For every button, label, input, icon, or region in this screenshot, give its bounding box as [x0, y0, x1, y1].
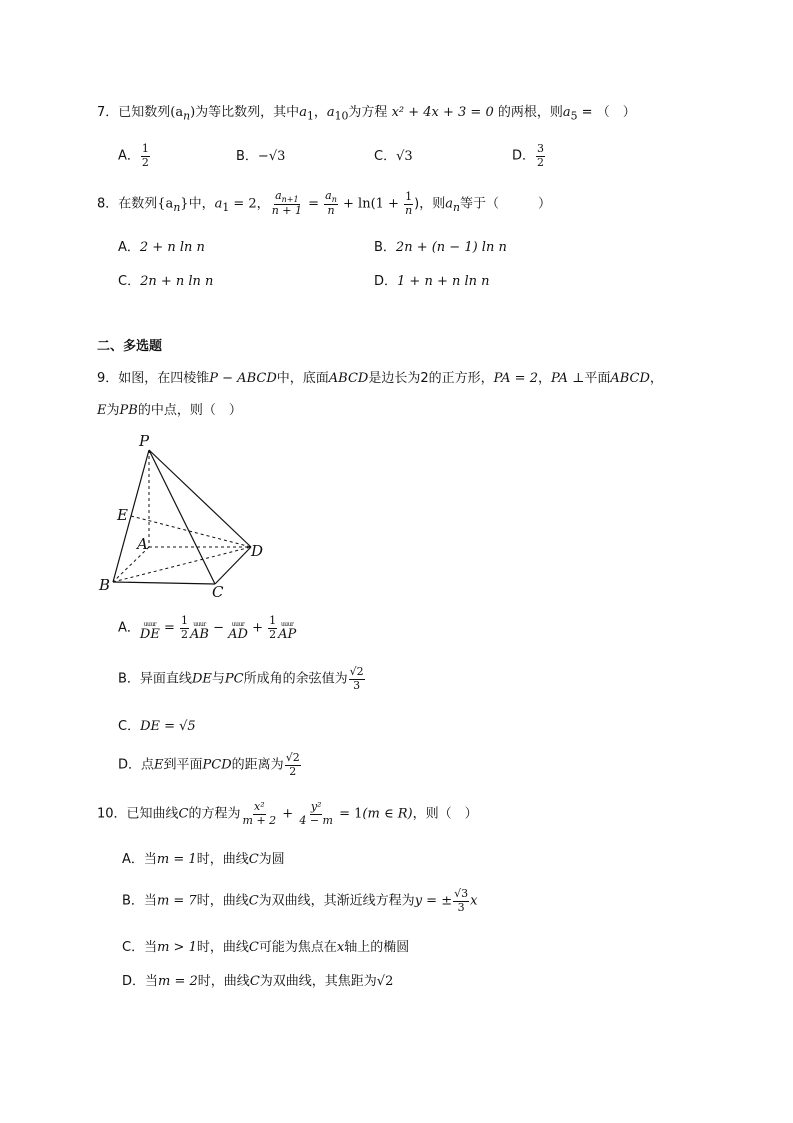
q7-equation: x² + 4x + 3 = 0 — [391, 105, 494, 120]
q7-seq: $(a_n)$ — [170, 105, 196, 123]
pyramid-figure — [95, 432, 275, 602]
q7-option-a[interactable]: A． $\frac{1}{2}$ — [118, 142, 149, 169]
q10-option-d[interactable]: D．当m = 2时，曲线C为双曲线，其焦距为√2 — [122, 974, 394, 989]
q10-option-a[interactable]: A．当m = 1时，曲线C为圆 — [122, 852, 285, 867]
q9-stem-line1: 9．如图，在四棱锥P − ABCD中，底面ABCD是边长为2的正方形，PA = 2，PA ⊥平面ABCD， — [97, 371, 663, 386]
edge-BD — [113, 547, 251, 582]
edge-PD — [149, 450, 251, 547]
q9-option-c[interactable]: C．DE = √5 — [118, 719, 196, 734]
label-C: C — [212, 583, 224, 601]
q9-option-d[interactable]: D．点E到平面PCD的距离为 $\frac{√2}{2}$ — [118, 751, 300, 778]
label-B: B — [99, 576, 111, 594]
q9-stem-line2: E为PB的中点，则（ ） — [97, 403, 242, 418]
q10-option-c[interactable]: C．当m > 1时，曲线C可能为焦点在x轴上的椭圆 — [122, 940, 410, 955]
q9-option-a[interactable]: A． uuur DE = $\frac{1}{2}$ uuur AB − uuur AD + $\frac{1}{2}$ uuur AP — [118, 614, 297, 643]
q7-option-b[interactable]: B．−√3 — [236, 149, 286, 164]
q10-stem: 10．已知曲线C的方程为 $\frac{\text{x²}}{m + 2}$ + $\frac{\text{y²}}{4 - m}$ = 1(m ∈ R)，则（ ） — [97, 800, 478, 827]
q7-option-d[interactable]: D． $\frac{3}{2}$ — [512, 142, 545, 169]
q7-stem: 7．已知数列$(a_n)$为等比数列，其中$a_1$，$a_{10}$为方程 x² + 4x + 3 = 0 的两根，则$a_5$ = （ ） — [97, 105, 636, 123]
q7-option-c[interactable]: C．√3 — [374, 149, 413, 164]
label-D: D — [251, 542, 264, 560]
edge-CD — [215, 547, 251, 584]
q8-stem: 8．在数列$\{a_n\}$中，$a_1 = 2$， $\frac{a_{n+1}}{n + 1}$ = $\frac{a_n}{n}$ + ln(1 + $\frac{1}{n}$ )，则$a_n$等于（ ） — [97, 189, 551, 218]
label-P: P — [139, 432, 150, 450]
section-title-multiple-choice: 二、多选题 — [97, 339, 163, 354]
label-E: E — [117, 506, 128, 524]
q8-option-d[interactable]: D．1 + n + n ln n — [374, 274, 490, 289]
q8-option-b[interactable]: B．2n + (n − 1) ln n — [374, 240, 507, 255]
q8-option-a[interactable]: A．2 + n ln n — [118, 240, 205, 255]
edge-PC — [149, 450, 215, 584]
q9-option-b[interactable]: B．异面直线DE与PC所成角的余弦值为 $\frac{√2}{3}$ — [118, 665, 364, 692]
q10-option-b[interactable]: B．当m = 7时，曲线C为双曲线，其渐近线方程为y = ± $\frac{√3}{3}$ x — [122, 887, 478, 914]
q8-option-c[interactable]: C．2n + n ln n — [118, 274, 214, 289]
label-A: A — [137, 535, 148, 553]
edge-BC — [113, 582, 215, 584]
